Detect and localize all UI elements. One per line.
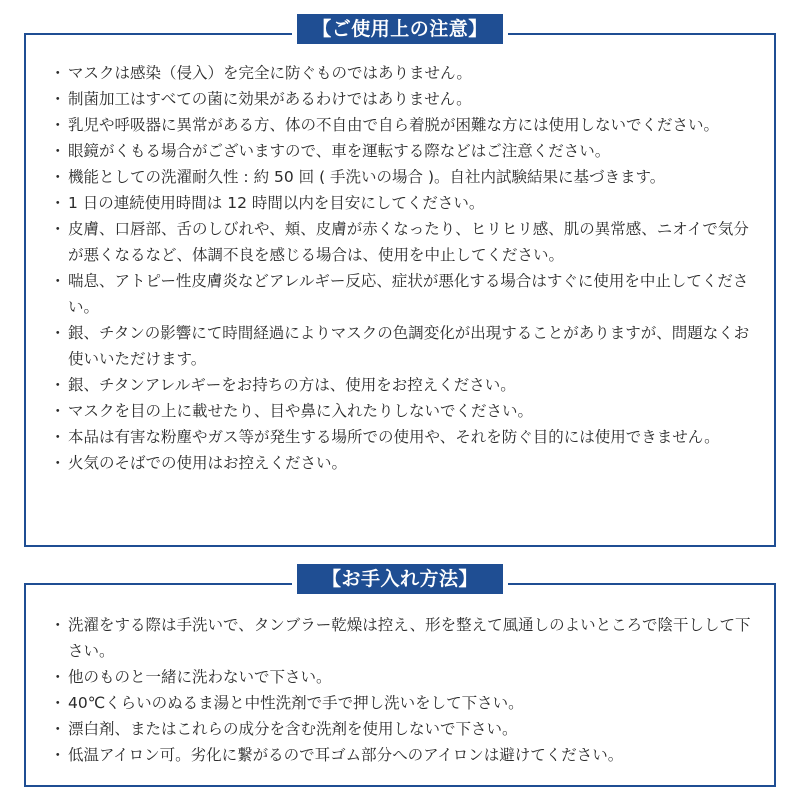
list-item — [50, 372, 760, 398]
bullet-icon: ・ — [50, 668, 66, 686]
list-item — [50, 612, 760, 664]
bullet-icon: ・ — [50, 454, 66, 472]
list-item-text: 喘息、アトピー性皮膚炎などアレルギー反応、症状が悪化する場合はすぐに使用を中止してください。 — [68, 272, 749, 316]
care-list — [50, 612, 760, 768]
list-item-text: 低温アイロン可。劣化に繋がるので耳ゴム部分へのアイロンは避けてください。 — [68, 746, 624, 764]
list-item — [50, 424, 760, 450]
bullet-icon: ・ — [50, 616, 66, 634]
bullet-icon: ・ — [50, 428, 66, 446]
list-item-text: 本品は有害な粉塵やガス等が発生する場所での使用や、それを防ぐ目的には使用できません。 — [68, 428, 720, 446]
list-item — [50, 320, 760, 372]
list-item — [50, 664, 760, 690]
bullet-icon: ・ — [50, 116, 66, 134]
bullet-icon: ・ — [50, 64, 66, 82]
list-item — [50, 450, 760, 476]
list-item-text: 火気のそばでの使用はお控えください。 — [68, 454, 348, 472]
list-item — [50, 164, 760, 190]
bullet-icon: ・ — [50, 220, 66, 238]
list-item-text: 漂白剤、またはこれらの成分を含む洗剤を使用しないで下さい。 — [68, 720, 518, 738]
list-item — [50, 190, 760, 216]
list-item-text: 洗濯をする際は手洗いで、タンブラー乾燥は控え、形を整えて風通しのよいところで陰干しして下さい。 — [68, 616, 751, 660]
list-item-text: 眼鏡がくもる場合がございますので、車を運転する際などはご注意ください。 — [68, 142, 611, 160]
bullet-icon: ・ — [50, 720, 66, 738]
caution-heading: 【ご使用上の注意】 — [297, 14, 503, 44]
bullet-icon: ・ — [50, 694, 66, 712]
list-item — [50, 60, 760, 86]
list-item-text: 乳児や呼吸器に異常がある方、体の不自由で自ら着脱が困難な方には使用しないでください。 — [68, 116, 720, 134]
bullet-icon: ・ — [50, 324, 66, 342]
list-item — [50, 398, 760, 424]
care-heading: 【お手入れ方法】 — [297, 564, 503, 594]
list-item-text: 1 日の連続使用時間は 12 時間以内を目安にしてください。 — [68, 194, 485, 212]
list-item-text: 機能としての洗濯耐久性 : 約 50 回 ( 手洗いの場合 )。自社内試験結果に基づきます。 — [68, 168, 666, 186]
list-item — [50, 86, 760, 112]
bullet-icon: ・ — [50, 142, 66, 160]
list-item — [50, 138, 760, 164]
list-item-text: マスクを目の上に載せたり、目や鼻に入れたりしないでください。 — [68, 402, 534, 420]
list-item-text: 銀、チタンの影響にて時間経過によりマスクの色調変化が出現することがありますが、問題なくお使いいただけます。 — [68, 324, 750, 368]
list-item-text: 40℃くらいのぬるま湯と中性洗剤で手で押し洗いをして下さい。 — [68, 694, 524, 712]
list-item-text: 他のものと一緒に洗わないで下さい。 — [68, 668, 332, 686]
caution-list — [50, 60, 760, 476]
bullet-icon: ・ — [50, 90, 66, 108]
bullet-icon: ・ — [50, 272, 66, 290]
list-item — [50, 716, 760, 742]
list-item-text: 銀、チタンアレルギーをお持ちの方は、使用をお控えください。 — [68, 376, 516, 394]
list-item — [50, 268, 760, 320]
list-item-text: 制菌加工はすべての菌に効果があるわけではありません。 — [68, 90, 472, 108]
bullet-icon: ・ — [50, 746, 66, 764]
list-item — [50, 112, 760, 138]
list-item — [50, 216, 760, 268]
list-item-text: マスクは感染（侵入）を完全に防ぐものではありません。 — [68, 64, 472, 82]
bullet-icon: ・ — [50, 194, 66, 212]
bullet-icon: ・ — [50, 402, 66, 420]
bullet-icon: ・ — [50, 168, 66, 186]
list-item — [50, 690, 760, 716]
list-item — [50, 742, 760, 768]
bullet-icon: ・ — [50, 376, 66, 394]
list-item-text: 皮膚、口唇部、舌のしびれや、頬、皮膚が赤くなったり、ヒリヒリ感、肌の異常感、ニオイで気分が悪くなるなど、体調不良を感じる場合は、使用を中止してください。 — [68, 220, 749, 264]
